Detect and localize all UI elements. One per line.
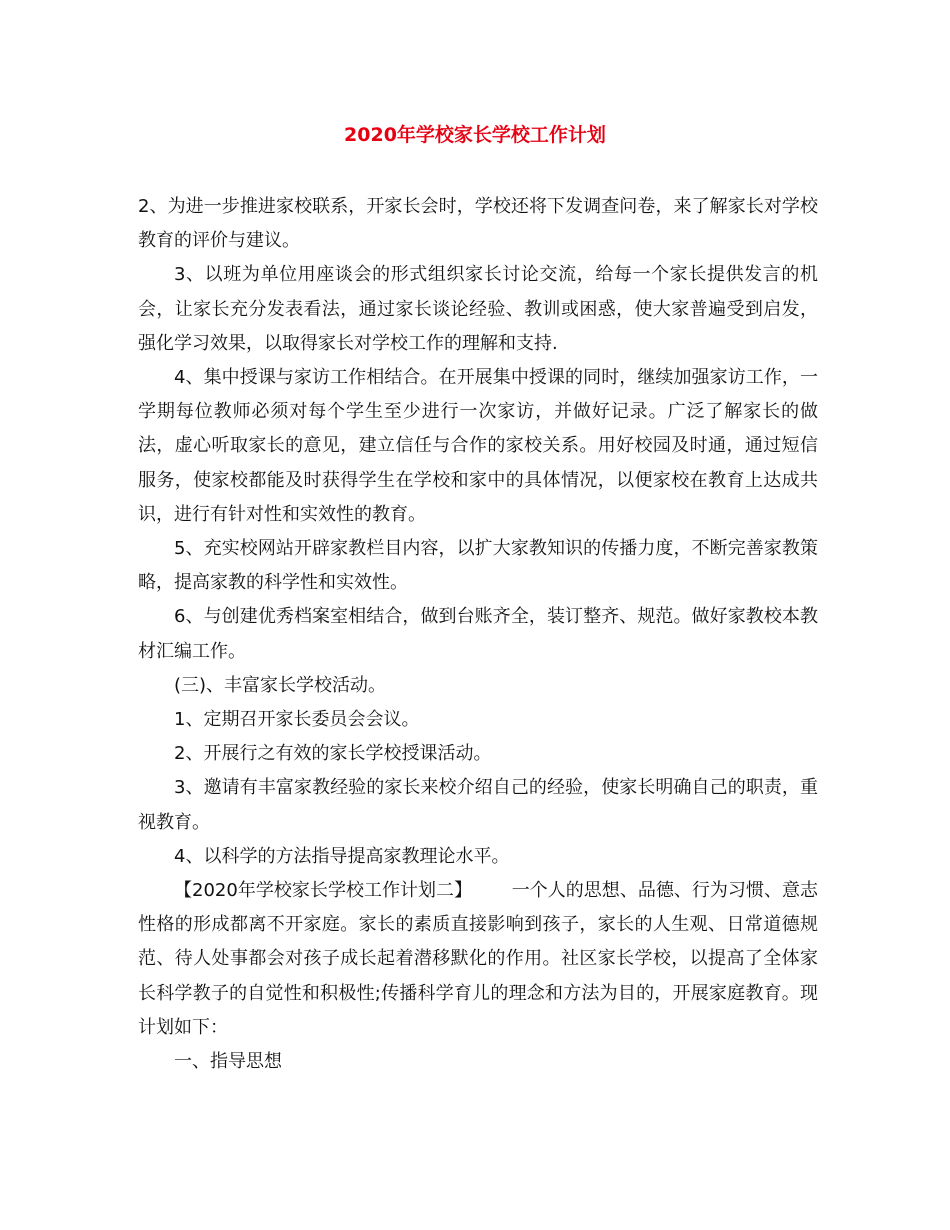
plan-two-text: 一个人的思想、品德、行为习惯、意志性格的形成都离不开家庭。家长的素质直接影响到孩子，家长的人生观、日常道德规范、待人处事都会对孩子成长起着潜移默化的作用。社区家长学校，以提高了全体家长科学教子的自觉性和积极性;传播科学育儿的理念和方法为目的，开展家庭教育。现计划如下： (138, 880, 819, 1038)
plan-two-heading: 【2020年学校家长学校工作计划二】 (174, 880, 473, 902)
activity-item-2: 2、开展行之有效的家长学校授课活动。 (174, 743, 492, 765)
activity-item-3: 3、邀请有丰富家教经验的家长来校介绍自己的经验，使家长明确自己的职责，重视教育。 (138, 777, 818, 833)
guiding-thought-heading: 一、指导思想 (174, 1051, 282, 1073)
paragraph-item-4: 4、集中授课与家访工作相结合。在开展集中授课的同时，继续加强家访工作，一学期每位教师必须对每个学生至少进行一次家访，并做好记录。广泛了解家长的做法，虚心听取家长的意见，建立信任与合作的家校关系。用好校园及时通，通过短信服务，使家校都能及时获得学生在学校和家中的具体情况，以便家校在教育上达成共识，进行有针对性和实效性的教育。 (138, 367, 818, 525)
document-title: 2020年学校家长学校工作计划 (344, 124, 606, 146)
paragraph-item-5: 5、充实校网站开辟家教栏目内容，以扩大家教知识的传播力度，不断完善家教策略，提高家教的科学性和实效性。 (138, 538, 818, 594)
paragraph-item-6: 6、与创建优秀档案室相结合，做到台账齐全，装订整齐、规范。做好家教校本教材汇编工作。 (138, 606, 818, 662)
section-heading-3: (三)、丰富家长学校活动。 (174, 674, 387, 696)
activity-item-1: 1、定期召开家长委员会会议。 (174, 709, 420, 731)
document-body (138, 190, 818, 1079)
paragraph-item-2: 2、为进一步推进家校联系，开家长会时，学校还将下发调查问卷，来了解家长对学校教育的评价与建议。 (138, 196, 818, 252)
paragraph-item-3: 3、以班为单位用座谈会的形式组织家长讨论交流，给每一个家长提供发言的机会，让家长充分发表看法，通过家长谈论经验、教训或困惑，使大家普遍受到启发，强化学习效果，以取得家长对学校工作的理解和支持. (138, 264, 818, 354)
plan-two-paragraph (138, 874, 818, 1045)
activity-item-4: 4、以科学的方法指导提高家教理论水平。 (174, 845, 510, 867)
